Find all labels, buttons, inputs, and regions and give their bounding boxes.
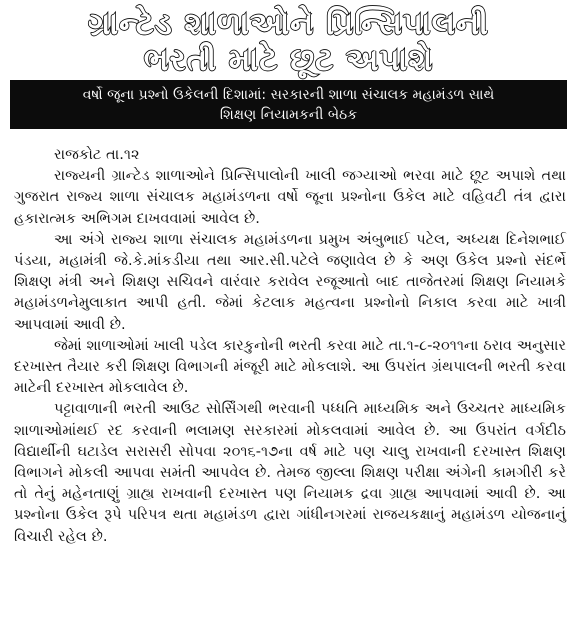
article-paragraph: જેમાં શાળાઓમાં ખાલી પડેલ કારકુનોની ભરતી કરવા માટે તા.૧-૮-૨૦૧૧ના ઠરાવ અનુસાર દરખાસ્ત તૈયાર કરી શિક્ષણ વિભાગની મંજૂરી માટે મોકલાશે. આ ઉપરાંત ગ્રંથપાલની ભરતી કરવા માટેની દરખાસ્ત મોકલાવેલ છે. bbox=[14, 336, 566, 397]
headline-line-1: ગ્રાન્ટેડ શાળાઓને પ્રિન્સિપાલની bbox=[87, 6, 490, 42]
headline-line-2: ભરતી માટે છૂટ અપાશે bbox=[143, 42, 434, 78]
subheadline-bar bbox=[10, 80, 567, 129]
headline bbox=[0, 0, 577, 78]
article-body bbox=[14, 144, 566, 547]
subheadline-line-2: શિક્ષણ નિયામકની બેઠક bbox=[219, 107, 358, 123]
article-paragraph: પટ્ટાવાળાની ભરતી આઉટ સોર્સિંગથી ભરવાની પધ્ધતિ માધ્યમિક અને ઉચ્ચતર માધ્યમિક શાળાઓમાંથઈ રદ કરવાની ભલામણ સરકારમાં મોકલવામાં આવેલ છે. આ ઉપરાંત વર્ગદીઠ વિદ્યાર્થીની ઘટાડેલ સરાસરી સોપવા ૨૦૧૬-૧૭ના વર્ષ માટે પણ ચાલુ રાખવાની દરખાસ્ત શિક્ષણ વિભાગને મોકલી આપવા સમંતી આપવેલ છે. તેમજ જીલ્લા શિક્ષણ પરીક્ષા અંગેની કામગીરી કરે તો તેનું મહેનતાણું ગ્રાહ્ય રાખવાની દરખાસ્ત પણ નિયામક દ્રવા ગ્રાહ્ય આપવામાં આવી છે. આ પ્રશ્નોના ઉકેલ રૂપે પરિપત્ર થતા મહામંડળ દ્વારા ગાંધીનગરમાં રાજયકક્ષાનું મહામંડળ યોજનાનું વિચારી રહેલ છે. bbox=[14, 400, 566, 545]
article-paragraph: રાજ્યની ગ્રાન્ટેડ શાળાઓને પ્રિન્સિપાલોની ખાલી જગ્યાઓ ભરવા માટે છૂટ અપાશે તથા ગુજરાત રાજ્ય શાળા સંચાલક મહામંડળના વર્ષો જૂના પ્રશ્નોના ઉકેલ માટે વહિવટી તંત્ર દ્વારા હકારાત્મક અભિગમ દાખવવામાં આવેલ છે. bbox=[14, 167, 566, 227]
dateline: રાજકોટ તા.૧૨ bbox=[54, 146, 140, 163]
subheadline-line-1: વર્ષો જૂના પ્રશ્નો ઉકેલની દિશામાં: સરકારની શાળા સંચાલક મહામંડળ સાથે bbox=[82, 87, 495, 103]
article-paragraph: આ અંગે રાજ્ય શાળા સંચાલક મહામંડળના પ્રમુખ અંબુભાઈ પટેલ, અધ્યક્ષ દિનેશભાઈ પંડયા, મહામંત્રી જે.કે.માંકડીયા તથા આર.સી.પટેલે જણાવેલ છે કે અણ ઉકેલ પ્રશ્નો સંદર્ભે શિક્ષણ મંત્રી અને શિક્ષણ સચિવને વારંવાર કરાવેલ રજૂઆતો બાદ તાજેતરમાં શિક્ષણ નિયામકે મહામંડળનેમુલાકાત આપી હતી. જેમાં કેટલાક મહત્વના પ્રશ્નોનો નિકાલ કરવા માટે ખાત્રી આપવામાં આવી છે. bbox=[14, 230, 566, 333]
